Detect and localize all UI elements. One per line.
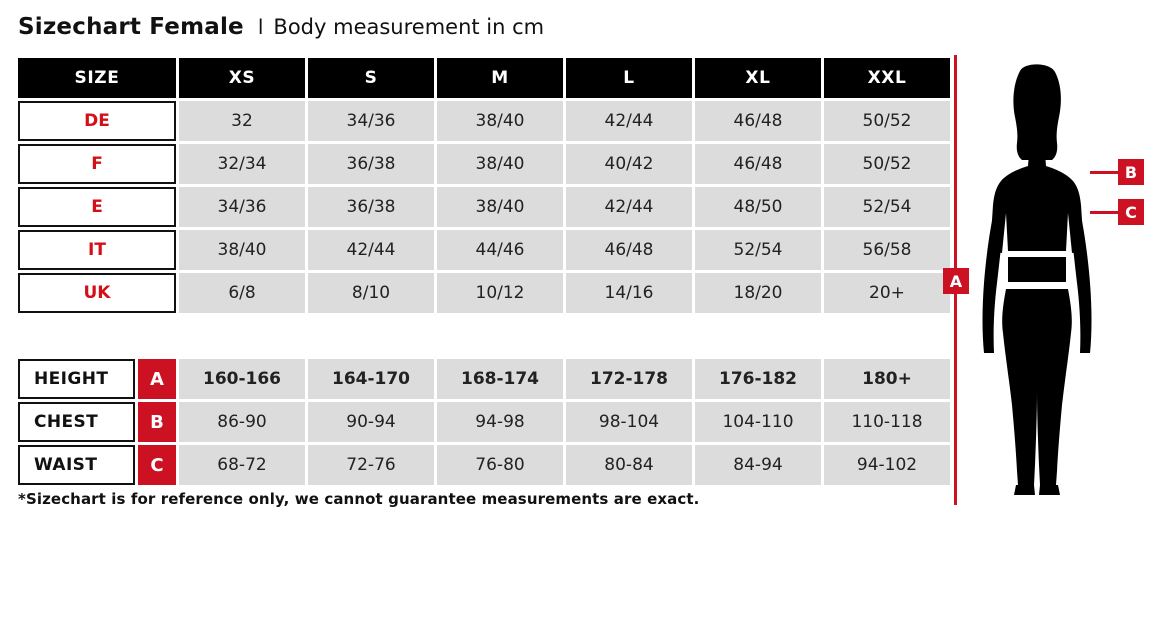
cell-height-xxl: 180+ xyxy=(824,359,950,399)
cell-height-xs: 160-166 xyxy=(179,359,305,399)
cell-uk-xs: 6/8 xyxy=(179,273,305,313)
title-subtitle: Body measurement in cm xyxy=(273,15,545,39)
measure-name-height: HEIGHT xyxy=(18,359,135,399)
cell-height-xl: 176-182 xyxy=(695,359,821,399)
table-row xyxy=(18,402,950,442)
cell-e-xs: 34/36 xyxy=(179,187,305,227)
page-title xyxy=(18,14,544,40)
row-label-f: F xyxy=(18,144,176,184)
row-label-e: E xyxy=(18,187,176,227)
measure-tag-c: C xyxy=(138,445,176,485)
table-row xyxy=(18,445,950,485)
row-label-height xyxy=(18,359,176,399)
cell-waist-xl: 84-94 xyxy=(695,445,821,485)
title-separator: l xyxy=(257,15,264,39)
cell-de-l: 42/44 xyxy=(566,101,692,141)
row-label-uk: UK xyxy=(18,273,176,313)
figure-tag-c: C xyxy=(1118,199,1144,225)
table-row-spacer xyxy=(18,316,950,356)
header-cell-xs: XS xyxy=(179,58,305,98)
footnote: *Sizechart is for reference only, we cannot guarantee measurements are exact. xyxy=(18,490,700,508)
header-cell-xxl: XXL xyxy=(824,58,950,98)
cell-e-l: 42/44 xyxy=(566,187,692,227)
cell-uk-m: 10/12 xyxy=(437,273,563,313)
table-row xyxy=(18,187,950,227)
figure-area xyxy=(938,55,1150,515)
cell-chest-m: 94-98 xyxy=(437,402,563,442)
row-label-de: DE xyxy=(18,101,176,141)
measure-name-waist: WAIST xyxy=(18,445,135,485)
header-cell-s: S xyxy=(308,58,434,98)
cell-chest-xxl: 110-118 xyxy=(824,402,950,442)
cell-it-m: 44/46 xyxy=(437,230,563,270)
figure-tag-a: A xyxy=(943,268,969,294)
cell-de-xs: 32 xyxy=(179,101,305,141)
cell-waist-xs: 68-72 xyxy=(179,445,305,485)
header-cell-xl: XL xyxy=(695,58,821,98)
table-header-row xyxy=(18,58,950,98)
sizechart-table xyxy=(15,55,953,488)
cell-uk-xl: 18/20 xyxy=(695,273,821,313)
cell-e-s: 36/38 xyxy=(308,187,434,227)
cell-e-xxl: 52/54 xyxy=(824,187,950,227)
cell-height-s: 164-170 xyxy=(308,359,434,399)
cell-e-m: 38/40 xyxy=(437,187,563,227)
header-cell-l: L xyxy=(566,58,692,98)
cell-it-s: 42/44 xyxy=(308,230,434,270)
header-cell-m: M xyxy=(437,58,563,98)
table-row xyxy=(18,273,950,313)
cell-chest-xl: 104-110 xyxy=(695,402,821,442)
row-label-waist xyxy=(18,445,176,485)
measure-name-chest: CHEST xyxy=(18,402,135,442)
table-row xyxy=(18,101,950,141)
cell-height-m: 168-174 xyxy=(437,359,563,399)
sizechart-table-wrapper xyxy=(18,58,936,488)
female-silhouette-icon xyxy=(972,61,1102,501)
cell-de-xl: 46/48 xyxy=(695,101,821,141)
header-cell-size: SIZE xyxy=(18,58,176,98)
cell-it-xs: 38/40 xyxy=(179,230,305,270)
cell-f-xxl: 50/52 xyxy=(824,144,950,184)
cell-de-s: 34/36 xyxy=(308,101,434,141)
title-main: Sizechart Female xyxy=(18,14,244,40)
cell-it-xxl: 56/58 xyxy=(824,230,950,270)
cell-chest-s: 90-94 xyxy=(308,402,434,442)
table-row xyxy=(18,359,950,399)
row-label-it: IT xyxy=(18,230,176,270)
measure-tag-a: A xyxy=(138,359,176,399)
cell-it-xl: 52/54 xyxy=(695,230,821,270)
cell-de-m: 38/40 xyxy=(437,101,563,141)
cell-chest-xs: 86-90 xyxy=(179,402,305,442)
table-row xyxy=(18,230,950,270)
cell-uk-s: 8/10 xyxy=(308,273,434,313)
table-row xyxy=(18,144,950,184)
cell-waist-m: 76-80 xyxy=(437,445,563,485)
measure-tag-b: B xyxy=(138,402,176,442)
cell-de-xxl: 50/52 xyxy=(824,101,950,141)
cell-it-l: 46/48 xyxy=(566,230,692,270)
cell-e-xl: 48/50 xyxy=(695,187,821,227)
cell-waist-s: 72-76 xyxy=(308,445,434,485)
cell-chest-l: 98-104 xyxy=(566,402,692,442)
cell-f-xl: 46/48 xyxy=(695,144,821,184)
cell-uk-l: 14/16 xyxy=(566,273,692,313)
figure-tag-b: B xyxy=(1118,159,1144,185)
cell-f-xs: 32/34 xyxy=(179,144,305,184)
row-label-chest xyxy=(18,402,176,442)
cell-f-m: 38/40 xyxy=(437,144,563,184)
cell-waist-xxl: 94-102 xyxy=(824,445,950,485)
cell-uk-xxl: 20+ xyxy=(824,273,950,313)
cell-height-l: 172-178 xyxy=(566,359,692,399)
cell-waist-l: 80-84 xyxy=(566,445,692,485)
cell-f-s: 36/38 xyxy=(308,144,434,184)
spacer-cell xyxy=(18,316,950,356)
cell-f-l: 40/42 xyxy=(566,144,692,184)
